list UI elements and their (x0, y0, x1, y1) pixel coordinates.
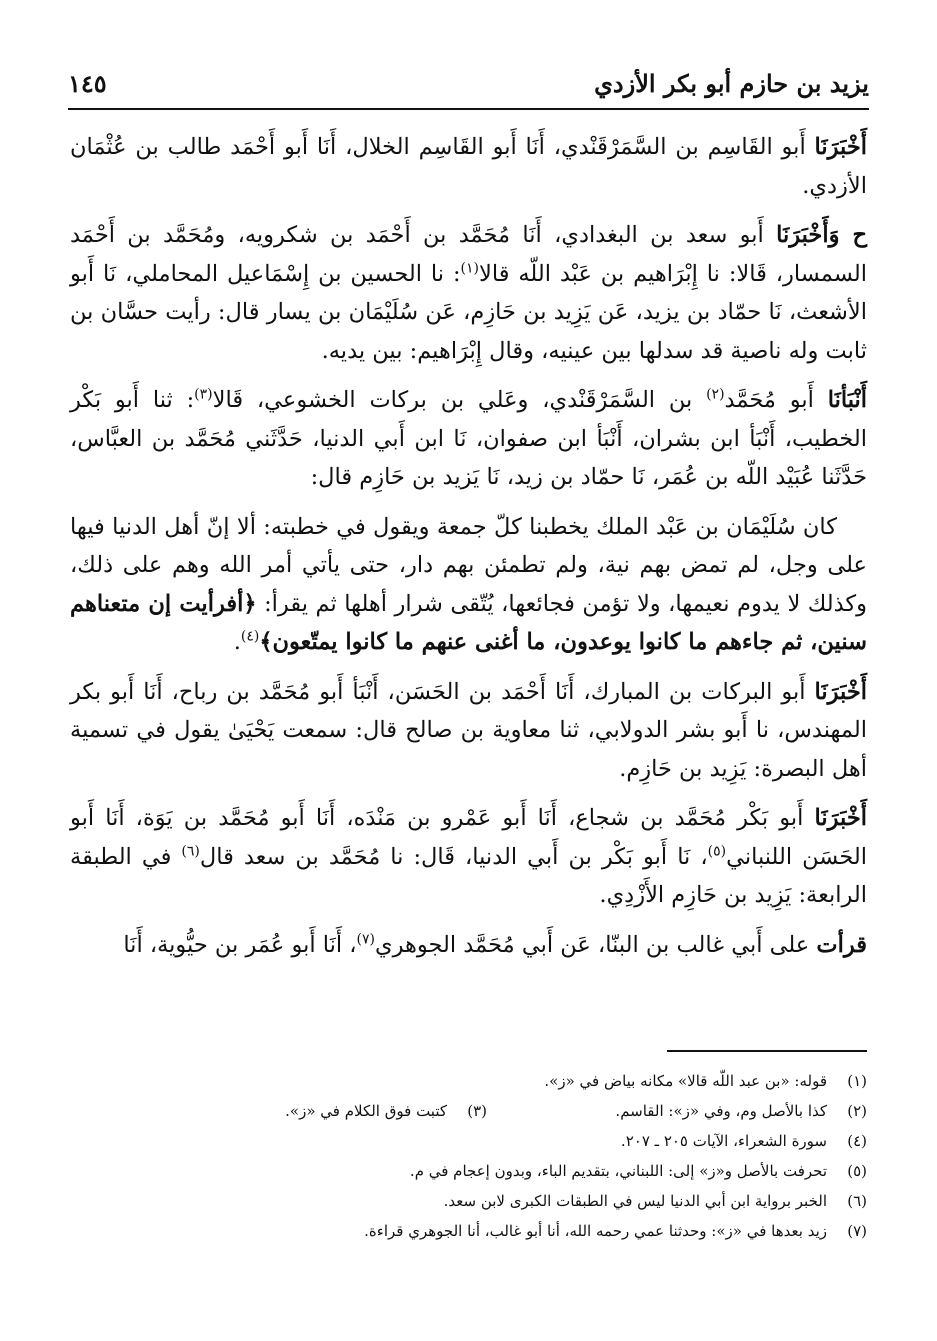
paragraph-lead: قرأت (816, 931, 867, 958)
footnote-number: (٢) (847, 1102, 867, 1120)
quran-quote: ﴿أفرأيت إن متعناهم سنين، ثم جاءهم ما كانوا يوعدون، ما أغنى عنهم ما كانوا يمتّعون﴾ (70, 590, 867, 655)
paragraph-4 (70, 508, 867, 662)
footnote-row (70, 1096, 867, 1126)
footnote-number: (٣) (467, 1102, 487, 1120)
header-divider (68, 108, 869, 110)
paragraph-text: أَبو بَكْر مُحَمَّد بن شجاع، أَنَا أَبو عَمْرو بن مَنْدَه، أَنَا أَبو مُحَمَّد بن يَوَة، أَنَا أَبو الحَسَن اللنباني (70, 805, 867, 870)
footnote-number: (٥) (847, 1162, 867, 1180)
page-number: ١٤٥ (68, 69, 107, 98)
paragraph-lead: ح وَأَخْبَرَنَا (776, 222, 867, 248)
paragraph-2 (70, 216, 867, 370)
footnote-text: كتبت فوق الكلام في «ز». (285, 1102, 447, 1120)
footnote-text: الخبر برواية ابن أبي الدنيا ليس في الطبقات الكبرى لابن سعد. (443, 1192, 827, 1210)
paragraph-text: أَبو سعد بن البغدادي، أَنَا مُحَمَّد بن أَحْمَد بن شكرويه، ومُحَمَّد بن أَحْمَد السمسار، قَالا: نا إِبْرَاهيم بن عَبْد اللّه قالا (70, 222, 867, 287)
paragraph-7 (70, 926, 867, 965)
footnote-ref: (٣) (194, 386, 213, 403)
paragraph-text: بن السَّمَرْقَنْدي، وعَلي بن بركات الخشوعي، قَالا (212, 387, 707, 413)
paragraph-lead: أَخْبَرَنَا (814, 134, 867, 160)
running-header (68, 58, 869, 98)
footnote-ref: (٢) (706, 386, 725, 403)
footnote-text: قوله: «بن عبد اللّه قالا» مكانه بياض في «ز». (544, 1072, 827, 1090)
paragraph-3 (70, 381, 867, 497)
paragraph-text: أَبو مُحَمَّد (724, 387, 828, 413)
paragraph-text: في الطبقة الرابعة: يَزِيد بن حَازِم الأَزْدِي. (70, 843, 867, 908)
footnote-5 (70, 1156, 867, 1186)
paragraph-5 (70, 673, 867, 789)
footnote-text: سورة الشعراء، الآيات ٢٠٥ ـ ٢٠٧. (620, 1132, 827, 1150)
footnote-number: (١) (847, 1072, 867, 1090)
header-title: يزيد بن حازم أبو بكر الأزدي (594, 69, 869, 98)
paragraph-text: . (233, 629, 241, 655)
footnote-number: (٤) (847, 1132, 867, 1150)
paragraph-lead: أَنْبَأنَا (827, 387, 867, 413)
paragraph-text: : نا الحسين بن إِسْمَاعيل المحاملي، نَا أَبو الأشعث، نَا حمّاد بن يزيد، عَن يَزِيد بن حَازِم، عَن سُلَيْمَان بن يسار قال: رأيت حسَّان بن ثابت وله ناصية قد سدلها بين عينيه، وقال إِبْرَاهيم: بين يديه. (70, 260, 867, 364)
footnote-text: تحرفت بالأصل و«ز» إلى: اللبناني، بتقديم الباء، وبدون إعجام في م. (409, 1162, 827, 1180)
footnote-ref: (٤) (240, 628, 260, 645)
footnote-ref: (١) (460, 260, 479, 276)
footnote-number: (٧) (847, 1222, 867, 1240)
footnote-text: زيد بعدها في «ز»: وحدثنا عمي رحمه الله، أنا أبو غالب، أنا الجوهري قراءة. (364, 1222, 827, 1240)
paragraph-lead: أَخْبَرَنَا (814, 805, 867, 831)
footnote-ref: (٧) (356, 931, 375, 947)
footnote-6 (70, 1186, 867, 1216)
footnote-number: (٦) (847, 1192, 867, 1210)
paragraph-text: كان سُلَيْمَان بن عَبْد الملك يخطبنا كلّ جمعة ويقول في خطبته: ألا إنّ أهل الدنيا فيها على وجل، لم تمض بهم نية، ولم تطمئن بهم دار، حتى يأتي أمر الله وهم على ذلك، وكذلك لا يدوم نعيمها، ولا تؤمن فجائعها، يُتّقى شرار أهلها ثم يقرأ: (70, 513, 867, 617)
footnote-1 (70, 1066, 867, 1096)
paragraph-1 (70, 128, 867, 205)
footnote-text: كذا بالأصل وم، وفي «ز»: القاسم. (615, 1102, 827, 1120)
footnote-ref: (٥) (707, 843, 727, 859)
footnote-4 (70, 1126, 867, 1156)
paragraph-lead: أَخْبَرَنَا (814, 678, 867, 705)
footnote-divider (667, 1050, 867, 1052)
main-text (70, 128, 867, 975)
paragraph-text: ، نَا أَبو بَكْر بن أَبي الدنيا، قَال: نا مُحَمَّد بن سعد قال (199, 843, 708, 870)
footnote-3 (285, 1096, 487, 1126)
paragraph-text: ، أَنَا أَبو عُمَر بن حيُّوية، أَنَا (123, 931, 357, 958)
paragraph-text: : ثنا أَبو بَكْر الخطيب، أَنْبَأ ابن بشران، أَنْبَأ ابن صفوان، نَا ابن أَبي الدنيا، حَدَّثَني مُحَمَّد بن العبَّاس، حَدَّثَنا عُبَيْد اللّه بن عُمَر، نَا حمّاد بن زيد، نَا يَزيد بن حَازِم قال: (70, 387, 867, 490)
paragraph-text: على أَبي غالب بن البنّا، عَن أَبي مُحَمَّد الجوهري (375, 931, 817, 958)
paragraph-text: أَبو القَاسِم بن السَّمَرْقَنْدي، أَنَا أَبو القَاسِم الخلال، أَنَا أَبو أَحْمَد طالب بن عُثْمَان الأزدي. (70, 134, 867, 199)
footnote-2 (487, 1096, 867, 1126)
footnote-ref: (٦) (181, 843, 200, 859)
footnotes (70, 1066, 867, 1246)
paragraph-text: أَبو البركات بن المبارك، أَنَا أَحْمَد بن الحَسَن، أَنْبَأ أَبو مُحَمَّد بن رباح، أَنَا أَبو بكر المهندس، نا أَبو بشر الدولابي، ثنا معاوية بن صالح قال: سمعت يَحْيَىٰ يقول في تسمية أهل البصرة: يَزِيد بن حَازِم. (70, 678, 867, 782)
paragraph-6 (70, 799, 867, 915)
footnote-7 (70, 1216, 867, 1246)
